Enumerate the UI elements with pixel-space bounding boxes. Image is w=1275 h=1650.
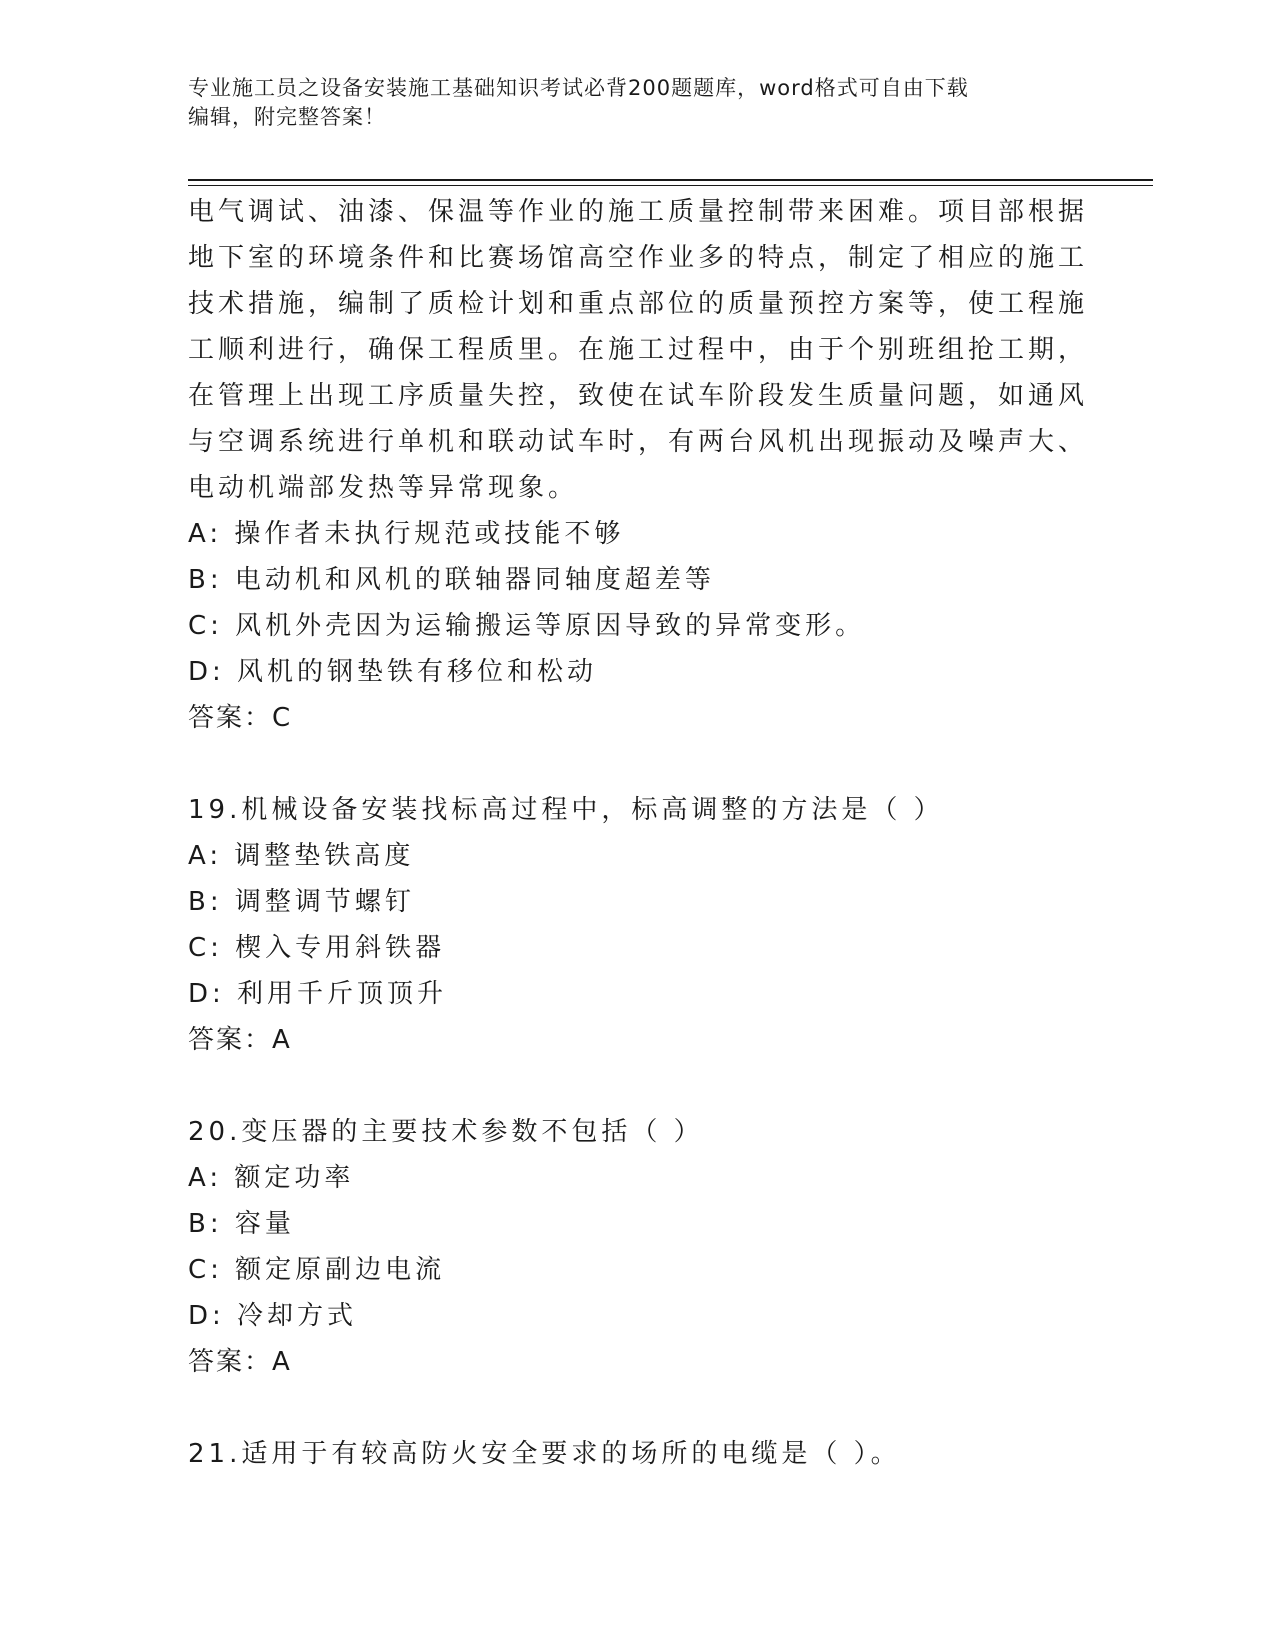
option-d: D: 风机的钢垫铁有移位和松动 — [188, 657, 598, 687]
question-text-line: 在管理上出现工序质量失控，致使在试车阶段发生质量问题，如通风 — [188, 381, 1089, 411]
option-c: C: 风机外壳因为运输搬运等原因导致的异常变形。 — [188, 611, 866, 641]
question-text-line: 电气调试、油漆、保温等作业的施工质量控制带来困难。项目部根据 — [188, 197, 1089, 227]
option-d: D: 冷却方式 — [188, 1301, 358, 1331]
header-title-line-2: 编辑，附完整答案！ — [188, 105, 386, 129]
document-header — [188, 74, 1068, 132]
question-stem: 19.机械设备安装找标高过程中，标高调整的方法是（ ） — [188, 795, 944, 825]
question-18-continuation — [188, 189, 1088, 741]
spacer — [188, 1063, 1088, 1109]
spacer — [188, 1385, 1088, 1431]
spacer — [188, 741, 1088, 787]
question-20 — [188, 1109, 1088, 1385]
document-body — [188, 189, 1088, 1477]
option-d: D: 利用千斤顶顶升 — [188, 979, 448, 1009]
answer-line: 答案：C — [188, 703, 293, 733]
option-c: C: 楔入专用斜铁器 — [188, 933, 446, 963]
answer-line: 答案：A — [188, 1347, 292, 1377]
question-stem: 20.变压器的主要技术参数不包括（ ） — [188, 1117, 704, 1147]
option-a: A: 操作者未执行规范或技能不够 — [188, 519, 625, 549]
question-text-line: 工顺利进行，确保工程质里。在施工过程中，由于个别班组抢工期， — [188, 335, 1089, 365]
header-rule-thick — [188, 179, 1153, 181]
answer-line: 答案：A — [188, 1025, 292, 1055]
header-rule-thin — [188, 185, 1153, 186]
question-21 — [188, 1431, 1088, 1477]
question-19 — [188, 787, 1088, 1063]
question-stem: 21.适用于有较高防火安全要求的场所的电缆是（ ）。 — [188, 1439, 901, 1469]
option-b: B: 电动机和风机的联轴器同轴度超差等 — [188, 565, 715, 595]
option-a: A: 额定功率 — [188, 1163, 355, 1193]
question-text-line: 与空调系统进行单机和联动试车时，有两台风机出现振动及噪声大、 — [188, 427, 1089, 457]
option-b: B: 调整调节螺钉 — [188, 887, 415, 917]
question-text-line: 技术措施，编制了质检计划和重点部位的质量预控方案等，使工程施 — [188, 289, 1089, 319]
header-title-line-1: 专业施工员之设备安装施工基础知识考试必背200题题库，word格式可自由下载 — [188, 76, 969, 100]
option-b: B: 容量 — [188, 1209, 295, 1239]
question-text-line: 电动机端部发热等异常现象。 — [188, 473, 579, 503]
question-text-line: 地下室的环境条件和比赛场馆高空作业多的特点，制定了相应的施工 — [188, 243, 1089, 273]
option-c: C: 额定原副边电流 — [188, 1255, 446, 1285]
option-a: A: 调整垫铁高度 — [188, 841, 415, 871]
